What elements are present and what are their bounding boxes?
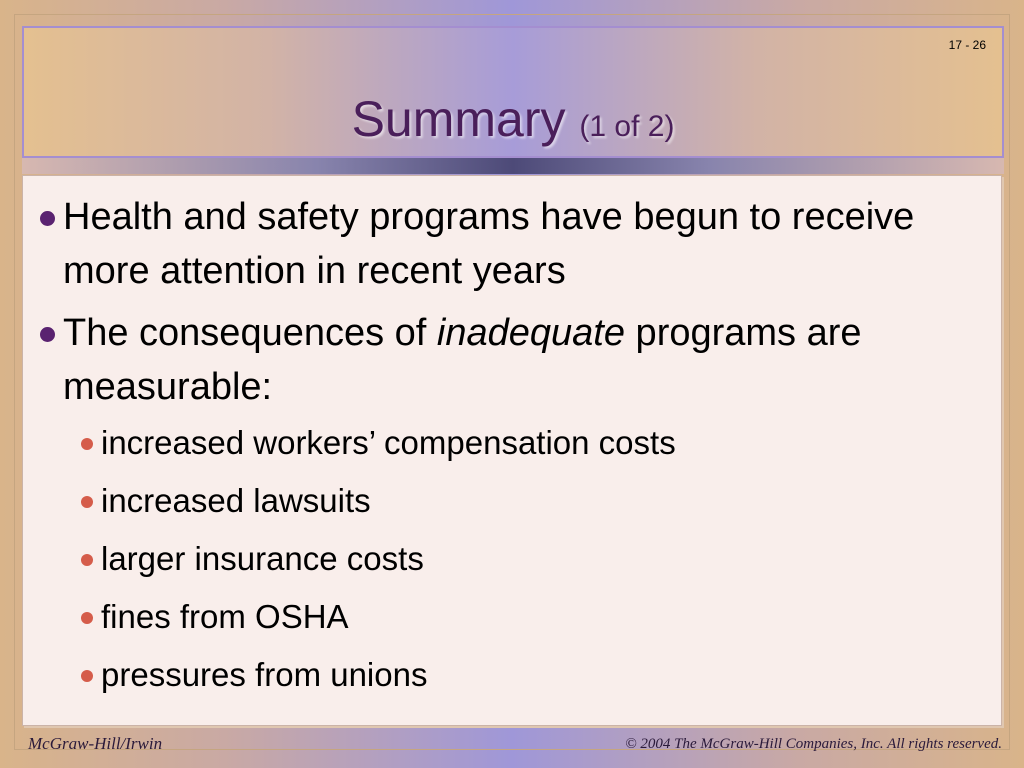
sub-bullet-text: pressures from unions (101, 656, 428, 693)
title-panel (22, 26, 1004, 158)
sub-bullet-item (23, 646, 1001, 704)
bullet-text: Health and safety programs have begun to receive more attention in recent years (63, 196, 915, 292)
sub-bullet-text: fines from OSHA (101, 598, 349, 635)
bullet-dot-icon (40, 211, 55, 226)
bullet-text-after: programs are measurable: (63, 312, 862, 408)
sub-bullet-dot-icon (81, 670, 93, 682)
sub-bullet-dot-icon (81, 496, 93, 508)
bullet-list (23, 176, 1001, 414)
sub-bullet-item (23, 414, 1001, 472)
sub-bullet-dot-icon (81, 554, 93, 566)
sub-bullet-dot-icon (81, 612, 93, 624)
title-main: Summary (351, 91, 566, 147)
bullet-item (23, 306, 961, 414)
sub-bullet-dot-icon (81, 438, 93, 450)
publisher-label: McGraw-Hill/Irwin (28, 734, 163, 753)
title-separator (22, 158, 1004, 174)
sub-bullet-item (23, 588, 1001, 646)
sub-bullet-text: increased workers’ compensation costs (101, 424, 676, 461)
sub-bullet-text: larger insurance costs (101, 540, 424, 577)
copyright-notice: © 2004 The McGraw-Hill Companies, Inc. All rights reserved. (625, 736, 1002, 752)
bullet-item (23, 190, 961, 298)
slide-title (24, 91, 1002, 147)
title-sub: (1 of 2) (579, 110, 675, 143)
sub-bullet-text: increased lawsuits (101, 482, 371, 519)
sub-bullet-list (23, 414, 1001, 704)
content-panel (22, 175, 1002, 726)
bullet-text-emphasis: inadequate (436, 312, 625, 354)
slide-number: 17 - 26 (948, 38, 986, 52)
sub-bullet-item (23, 472, 1001, 530)
bullet-dot-icon (40, 327, 55, 342)
bullet-text-before: The consequences of (63, 312, 437, 354)
sub-bullet-item (23, 530, 1001, 588)
